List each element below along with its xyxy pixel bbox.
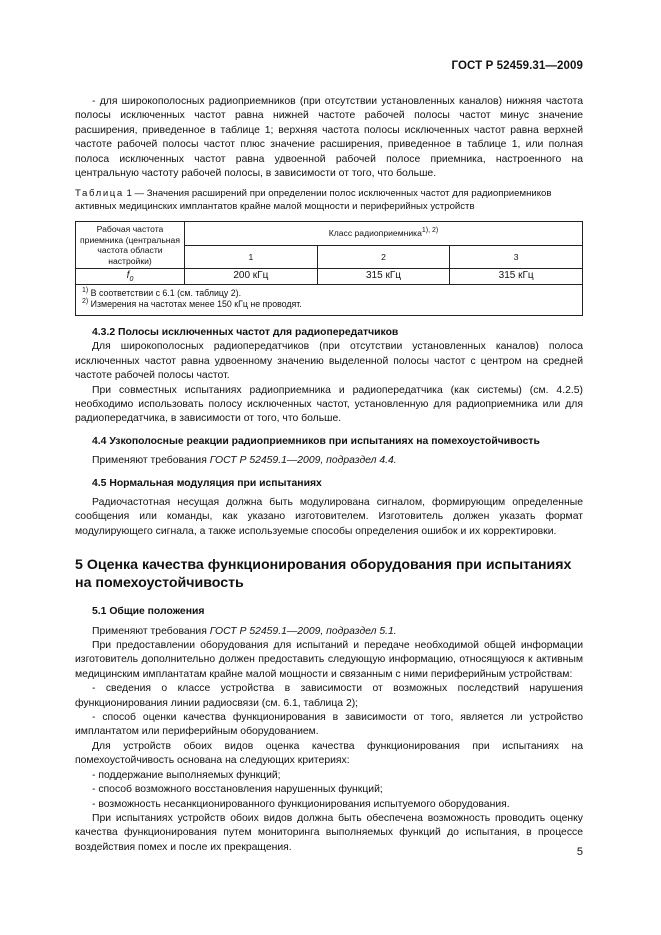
table1-row-label-f: f: [126, 270, 130, 282]
table1-notes-row: [76, 284, 583, 315]
table1-data-row: [76, 269, 583, 285]
table1-header-class-text: Класс радиоприемника: [328, 228, 422, 239]
section-5-heading-line1: 5 Оценка качества функционирования оборудования при испытаниях: [75, 557, 572, 574]
section-5-heading-line2: на помехоустойчивость: [75, 575, 244, 592]
table1-value-3: 315 кГц: [450, 269, 583, 285]
table1-class-1: 1: [185, 245, 318, 269]
section-4-5-p1: Радиочастотная несущая должна быть модулирована сигналом, формирующим определенные сообщения или команды, как указано изготовителем. Изготовитель должен указать формат модулирующего сигнала, а также используемые способы определения ошибок и их корректировки.: [75, 497, 583, 537]
page-content: [75, 95, 583, 855]
table1-note-2-sup: 2): [82, 298, 89, 306]
table1-header-class: [185, 222, 583, 246]
section-4-5-heading: 4.5 Нормальная модуляция при испытаниях: [92, 477, 322, 489]
section-5-1-criterion-1: - поддержание выполняемых функций;: [92, 769, 281, 781]
section-5-1-bullet-1: - сведения о классе устройства в зависимости от возможных последствий нарушения функционирования линии радиосвязи (см. 6.1, таблица 2);: [75, 683, 583, 709]
section-5-1-p1-prefix: Применяют требования: [92, 625, 210, 637]
section-4-3-2-p2: При совместных испытаниях радиоприемника и радиопередатчика (как системы) (см. 4.2.5) необходимо использовать полосу исключенных частот, установленную для радиоприемника или для радиопередатчика, в зависимости от того, что больше.: [75, 384, 583, 425]
table1-row-label: [76, 269, 185, 285]
table1-header-row: [76, 222, 583, 246]
section-5-1-p4: При испытаниях устройств обоих видов должна быть обеспечена возможность проводить оценку качества функционирования путем мониторинга выполняемых функций до испытания, в процессе воздействия помех и после их прекращения.: [75, 812, 583, 853]
section-5-1-p2: При предоставлении оборудования для испытаний и передаче необходимой общей информации изготовитель дополнительно должен предоставить следующую информацию, относящуюся к активным медицинским имплантатам крайне малой мощности и связанным с ними периферийным устройствам:: [75, 640, 583, 680]
section-5-heading: [75, 556, 583, 592]
table1-value-2: 315 кГц: [317, 269, 450, 285]
section-5-1-heading: 5.1 Общие положения: [92, 606, 205, 618]
table1-header-rowlabel: Рабочая частота приемника (центральная частота области настройки): [76, 222, 185, 269]
section-5-1-bullet-2: - способ оценки качества функционирования в зависимости от того, является ли устройство имплантатом или периферийным оборудованием.: [75, 712, 583, 738]
table1-caption-text: 1 — Значения расширений при определении полос исключенных частот для радиоприемников активных медицинских имплантатов крайне малой мощности и периферийных устройств: [75, 188, 552, 212]
table1-note-1-sup: 1): [82, 287, 89, 295]
section-4-4-p1-ref: ГОСТ Р 52459.1—2009, подраздел 4.4.: [209, 455, 397, 467]
section-5-1-p1: [75, 625, 583, 639]
document-id: ГОСТ Р 52459.31—2009: [451, 60, 583, 72]
intro-paragraph: - для широкополосных радиоприемников (при отсутствии установленных каналов) нижняя частота полосы исключенных частот равна нижней частоте рабочей полосы частот минус значение расширения, приведенное в таблице 1; верхняя частота полосы исключенных частот равна верхней частоте рабочей полосы частот плюс значение расширения, приведенное в таблице 1, или полная полоса исключенных частот равна удвоенной рабочей полосе приемника, настроенного на центральную частоту рабочей полосы, в зависимости от того, что больше.: [75, 96, 583, 180]
table1-note-1: [82, 288, 576, 300]
table1-notes: [76, 284, 583, 315]
section-4-4-p1: [75, 454, 583, 468]
section-5-1-p1-ref: ГОСТ Р 52459.1—2009, подраздел 5.1.: [209, 625, 397, 637]
section-5-1-p3: Для устройств обоих видов оценка качества функционирования при испытаниях на помехоустойчивость основана на следующих критериях:: [75, 740, 583, 767]
table1-header-class-sup: 1), 2): [421, 227, 439, 235]
table1-row-label-sub: 0: [129, 276, 134, 284]
table1-caption: [75, 188, 583, 213]
section-5-1-criterion-2: - способ возможного восстановления нарушенных функций;: [92, 784, 383, 796]
table1-value-1: 200 кГц: [185, 269, 318, 285]
table1-caption-label: Таблица: [75, 188, 124, 200]
section-4-4-p1-prefix: Применяют требования: [92, 455, 210, 467]
page-number: 5: [576, 846, 583, 858]
section-4-3-2-p1: Для широкополосных радиопередатчиков (при отсутствии установленных каналов) полоса исключенных частот равна удвоенному значению выделенной полосы частот с центром на средней частоте рабочей полосы частот.: [75, 341, 583, 382]
table1-class-3: 3: [450, 245, 583, 269]
table1-note-1-text: В соответствии с 6.1 (см. таблицу 2).: [88, 287, 242, 298]
table1-class-2: 2: [317, 245, 450, 269]
table1-note-2: [82, 299, 576, 311]
table1: [75, 221, 583, 316]
section-4-4-heading: 4.4 Узкополосные реакции радиоприемников при испытаниях на помехоустойчивость: [92, 435, 540, 447]
table1-note-2-text: Измерения на частотах менее 150 кГц не проводят.: [88, 299, 302, 310]
section-5-1-criterion-3: - возможность несанкционированного функционирования испытуемого оборудования.: [92, 798, 510, 810]
section-4-3-2-heading: 4.3.2 Полосы исключенных частот для радиопередатчиков: [92, 326, 399, 338]
